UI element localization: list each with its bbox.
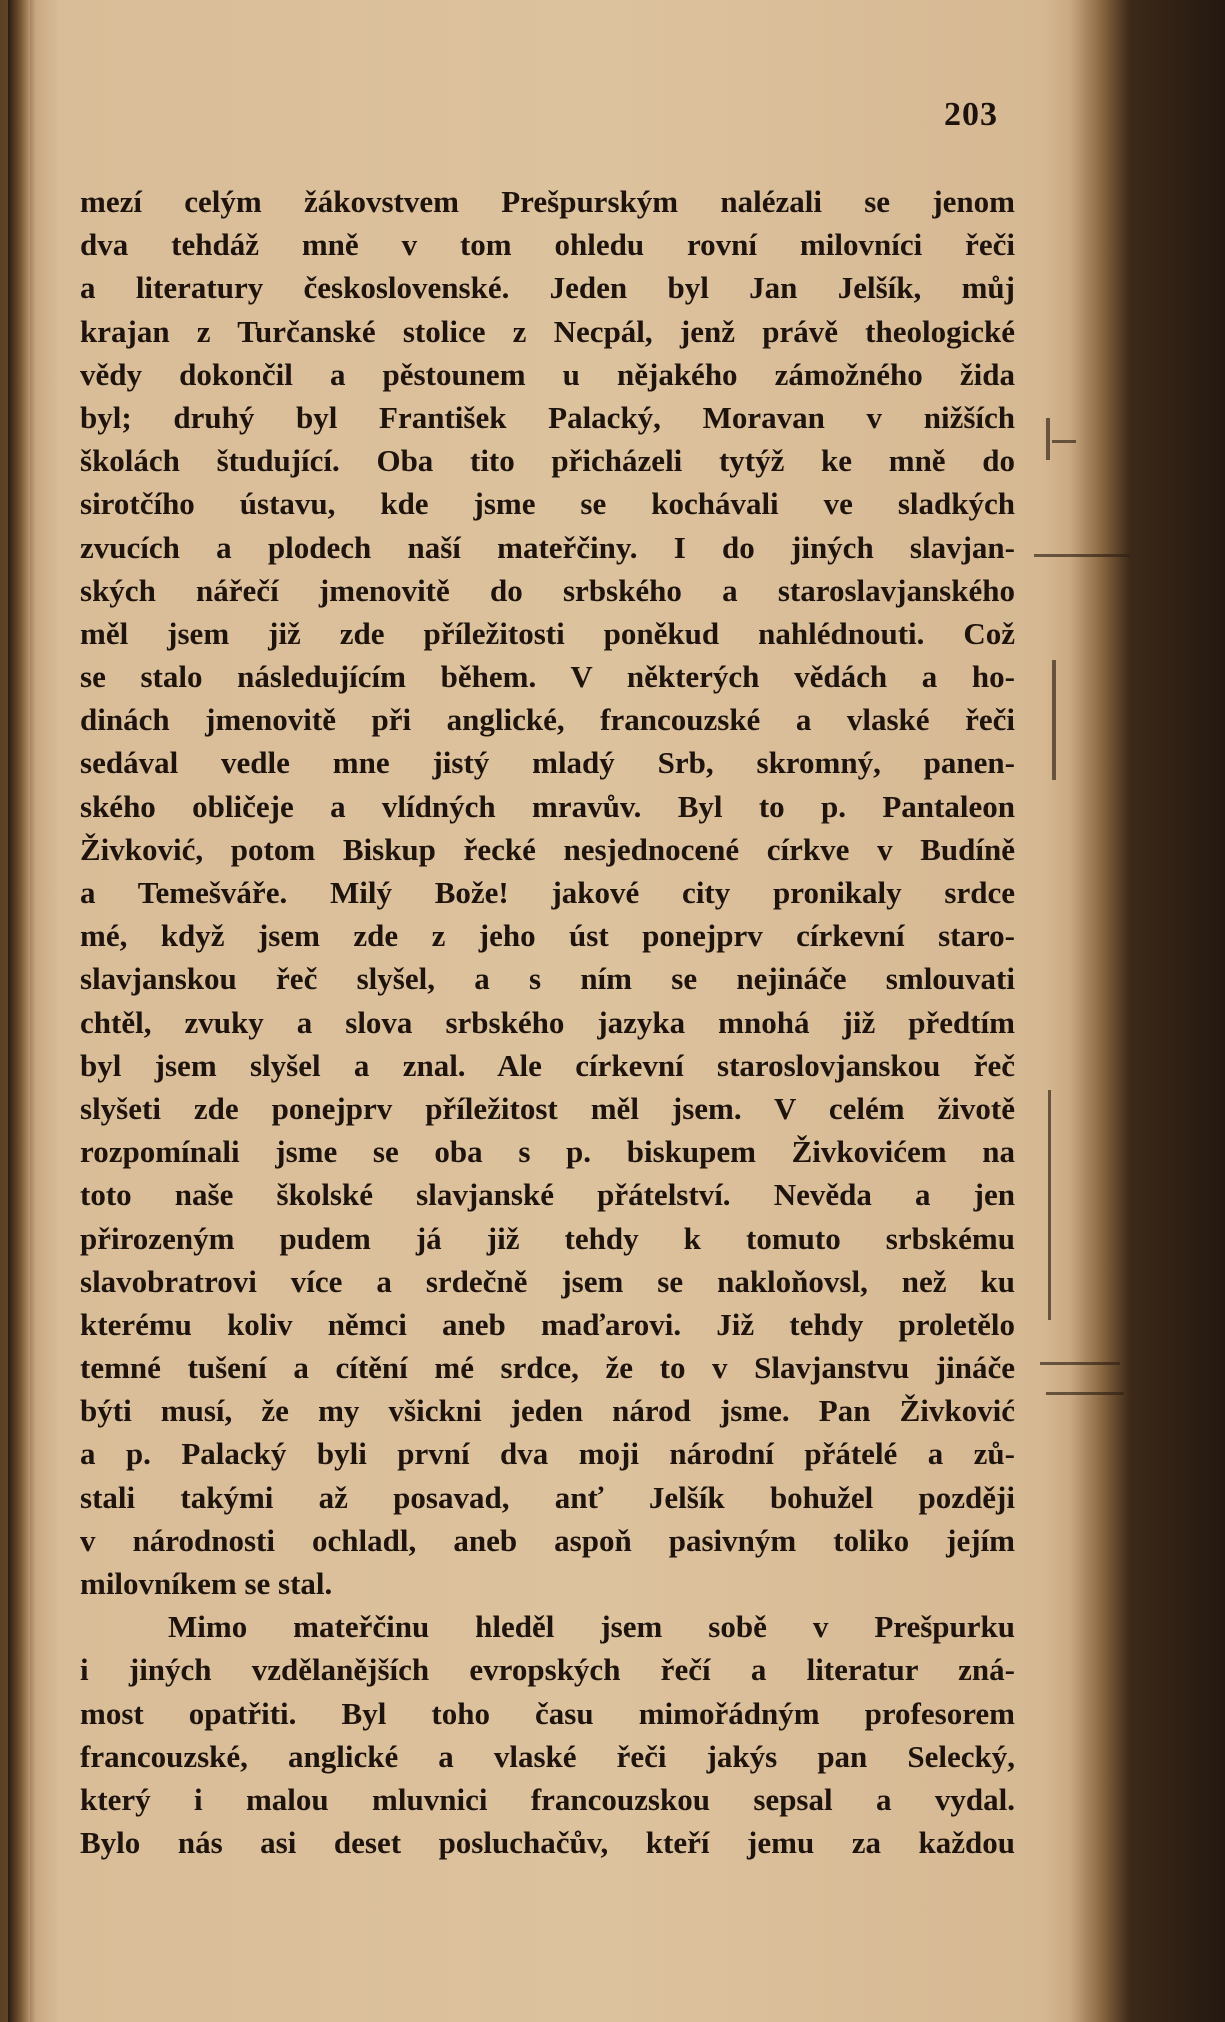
text-line: sirotčího ústavu, kde jsme se kochávali ve sladkých [80, 486, 1015, 522]
page-text [80, 180, 1015, 1864]
text-line: byl jsem slyšel a znal. Ale církevní staroslovjanskou řeč [80, 1047, 1015, 1083]
paragraph-1 [80, 180, 1015, 1605]
margin-mark [1040, 1362, 1120, 1365]
text-line: toto naše školské slavjanské přátelství. Nevěda a jen [80, 1177, 1015, 1213]
text-line: most opatřiti. Byl toho času mimořádným profesorem [80, 1695, 1015, 1731]
text-line: francouzské, anglické a vlaské řeči jakýs pan Selecký, [80, 1738, 1015, 1774]
text-line: se stalo následujícím během. V některých vědách a ho- [80, 659, 1015, 695]
text-line: byl; druhý byl František Palacký, Moravan v nižších [80, 399, 1015, 435]
text-line: dinách jmenovitě při anglické, francouzské a vlaské řeči [80, 702, 1015, 738]
text-line: slyšeti zde ponejprv příležitost měl jsem. V celém životě [80, 1090, 1015, 1126]
margin-mark [1048, 1090, 1051, 1320]
text-line: školách študující. Oba tito přicházeli tytýž ke mně do [80, 443, 1015, 479]
text-line: a literatury československé. Jeden byl Jan Jelšík, můj [80, 270, 1015, 306]
text-line: přirozeným pudem já již tehdy k tomuto srbskému [80, 1220, 1015, 1256]
margin-mark [1034, 554, 1130, 557]
text-line: který i malou mluvnici francouzskou sepsal a vydal. [80, 1781, 1015, 1817]
paragraph-2 [80, 1605, 1015, 1864]
margin-mark [1046, 418, 1050, 460]
text-line: slavobratrovi více a srdečně jsem se nakloňovsl, než ku [80, 1263, 1015, 1299]
text-line: temné tušení a cítění mé srdce, že to v Slavjanstvu jináče [80, 1350, 1015, 1386]
page-number: 203 [944, 96, 998, 133]
text-line: a p. Palacký byli první dva moji národní přátelé a zů- [80, 1436, 1015, 1472]
text-line: ského obličeje a vlídných mravův. Byl to p. Pantaleon [80, 788, 1015, 824]
text-line: a Temešváře. Milý Bože! jakové city pronikaly srdce [80, 875, 1015, 910]
text-line: i jiných vzdělanějších evropských řečí a literatur zná- [80, 1652, 1015, 1688]
text-line: vědy dokončil a pěstounem u nějakého zámožného žida [80, 356, 1015, 392]
text-line: milovníkem se stal. [80, 1566, 333, 1601]
text-line: zvucích a plodech naší mateřčiny. I do jiných slavjan- [80, 529, 1015, 565]
text-line: Živković, potom Biskup řecké nesjednocené církve v Budíně [80, 831, 1015, 867]
book-gutter [8, 0, 30, 2022]
text-line: mé, když jsem zde z jeho úst ponejprv církevní staro- [80, 918, 1015, 954]
text-line: chtěl, zvuky a slova srbského jazyka mnohá již předtím [80, 1004, 1015, 1040]
margin-mark [1052, 660, 1056, 780]
text-line: býti musí, že my všickni jeden národ jsme. Pan Živković [80, 1393, 1015, 1429]
text-line: kterému koliv němci aneb maďarovi. Již tehdy proletělo [80, 1306, 1015, 1342]
text-line: mezí celým žákovstvem Prešpurským nalézali se jenom [80, 184, 1015, 219]
text-line: sedával vedle mne jistý mladý Srb, skromný, panen- [80, 745, 1015, 781]
text-line: měl jsem již zde příležitosti poněkud nahlédnouti. Což [80, 615, 1015, 651]
text-line: krajan z Turčanské stolice z Necpál, jenž právě theologické [80, 313, 1015, 349]
text-line: Bylo nás asi deset posluchačův, kteří jemu za každou [80, 1825, 1015, 1861]
text-line: rozpomínali jsme se oba s p. biskupem Živkovićem na [80, 1134, 1015, 1170]
text-line: slavjanskou řeč slyšel, a s ním se nejináče smlouvati [80, 961, 1015, 997]
text-line: stali takými až posavad, anť Jelšík bohužel později [80, 1479, 1015, 1515]
margin-mark [1052, 440, 1076, 443]
text-line: dva tehdáž mně v tom ohledu rovní milovníci řeči [80, 227, 1015, 263]
text-line: Mimo mateřčinu hleděl jsem sobě v Prešpurku [168, 1609, 1015, 1645]
text-line: ských nářečí jmenovitě do srbského a staroslavjanského [80, 572, 1015, 608]
margin-mark [1046, 1392, 1124, 1395]
text-line: v národnosti ochladl, aneb aspoň pasivným toliko jejím [80, 1522, 1015, 1558]
